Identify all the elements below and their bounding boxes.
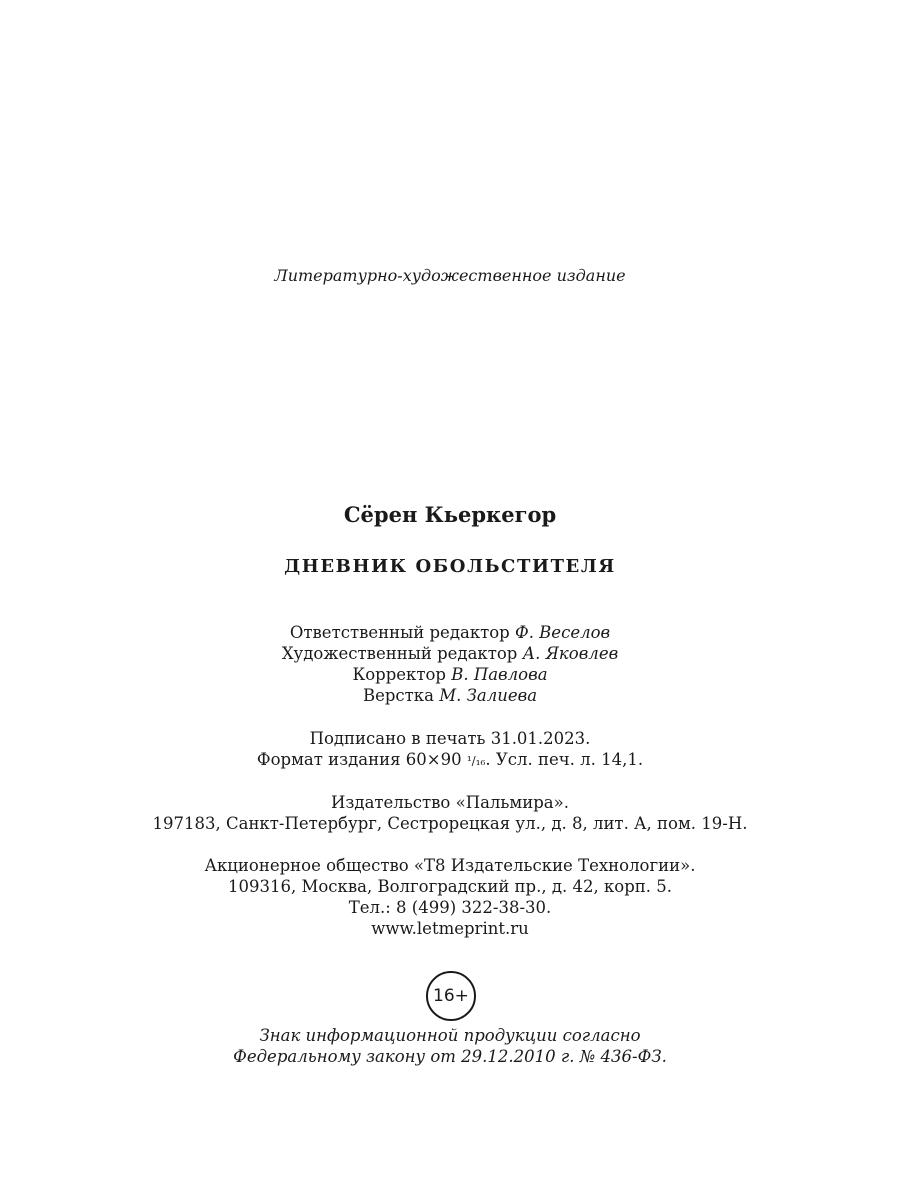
publisher-name: Издательство «Пальмира». (331, 793, 569, 812)
credit-person: В. Павлова (451, 665, 548, 684)
age-rating-badge (426, 971, 476, 1021)
credit-role: Верстка (362, 686, 434, 705)
credit-person: А. Яковлев (522, 644, 619, 663)
publisher-address: 197183, Санкт-Петербург, Сестрорецкая ул., д. 8, лит. А, пом. 19-Н. (152, 814, 748, 833)
age-rating-label: 16+ (433, 986, 469, 1006)
publisher-block (0, 792, 900, 834)
format-suffix: . Усл. печ. л. 14,1. (485, 750, 644, 769)
printer-block (0, 855, 900, 939)
credit-role: Ответственный редактор (289, 623, 510, 642)
print-info-block (0, 728, 900, 772)
printer-website: www.letmeprint.ru (371, 919, 529, 938)
notice-line: Федеральному закону от 29.12.2010 г. № 436-ФЗ. (233, 1047, 667, 1066)
credit-line (0, 622, 900, 643)
credit-line (0, 664, 900, 685)
credit-role: Корректор (352, 665, 446, 684)
credit-line (0, 643, 900, 664)
credit-person: М. Залиева (439, 686, 538, 705)
format-fraction: ¹/₁₆ (466, 754, 486, 768)
book-title: ДНЕВНИК ОБОЛЬСТИТЕЛЯ (284, 556, 616, 577)
printer-phone: Тел.: 8 (499) 322-38-30. (348, 898, 552, 917)
format-prefix: Формат издания 60×90 (256, 750, 462, 769)
credit-line (0, 685, 900, 706)
author-name: Сёрен Кьеркегор (343, 502, 557, 527)
age-rating-notice (0, 1025, 900, 1067)
credit-person: Ф. Веселов (515, 623, 611, 642)
notice-line: Знак информационной продукции согласно (259, 1026, 641, 1045)
edition-type: Литературно-художественное издание (274, 266, 626, 285)
signed-date: Подписано в печать 31.01.2023. (309, 729, 591, 748)
credits-block (0, 622, 900, 706)
printer-address: 109316, Москва, Волгоградский пр., д. 42, корп. 5. (227, 877, 673, 896)
format-line (0, 749, 900, 772)
printer-name: Акционерное общество «Т8 Издательские Технологии». (204, 856, 696, 875)
credit-role: Художественный редактор (281, 644, 518, 663)
